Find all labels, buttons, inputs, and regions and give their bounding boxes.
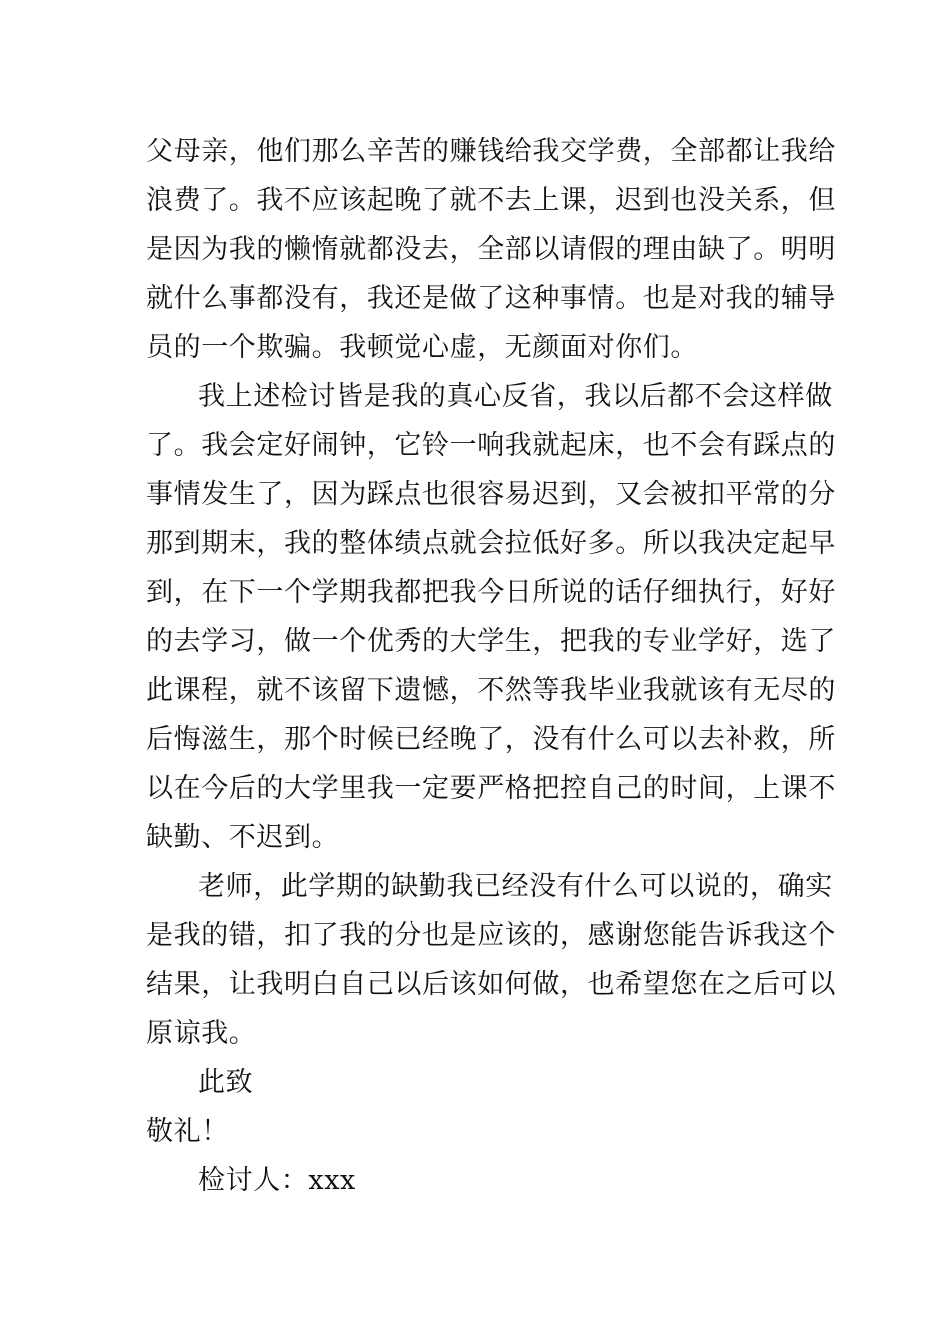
text-line: 到，在下一个学期我都把我今日所说的话仔细执行，好好 [146,577,836,608]
closing-regards: 敬礼！ [146,1116,229,1147]
text-line: 此课程，就不该留下遗憾，不然等我毕业我就该有无尽的 [146,675,836,706]
text-line: 是我的错，扣了我的分也是应该的，感谢您能告诉我这个 [146,920,836,951]
text-line: 原谅我。 [146,1018,257,1049]
text-line: 后悔滋生，那个时候已经晚了，没有什么可以去补救，所 [146,724,836,755]
paragraph-start-line: 我上述检讨皆是我的真心反省，我以后都不会这样做 [198,381,833,412]
text-line: 浪费了。我不应该起晚了就不去上课，迟到也没关系，但 [146,185,836,216]
text-line: 父母亲，他们那么辛苦的赚钱给我交学费，全部都让我给 [146,136,836,167]
text-line: 缺勤、不迟到。 [146,822,340,853]
text-line: 就什么事都没有，我还是做了这种事情。也是对我的辅导 [146,283,836,314]
closing-salutation: 此致 [198,1067,254,1098]
text-line: 事情发生了，因为踩点也很容易迟到，又会被扣平常的分 [146,479,836,510]
text-line: 以在今后的大学里我一定要严格把控自己的时间，上课不 [146,773,836,804]
signature-line: 检讨人：xxx [198,1165,356,1196]
text-line: 结果，让我明白自己以后该如何做，也希望您在之后可以 [146,969,836,1000]
text-line: 的去学习，做一个优秀的大学生，把我的专业学好，选了 [146,626,836,657]
paragraph-start-line: 老师，此学期的缺勤我已经没有什么可以说的，确实 [198,871,833,902]
text-line: 员的一个欺骗。我顿觉心虚，无颜面对你们。 [146,332,698,363]
text-line: 那到期末，我的整体绩点就会拉低好多。所以我决定起早 [146,528,836,559]
text-line: 了。我会定好闹钟，它铃一响我就起床，也不会有踩点的 [146,430,836,461]
text-line: 是因为我的懒惰就都没去，全部以请假的理由缺了。明明 [146,234,836,265]
